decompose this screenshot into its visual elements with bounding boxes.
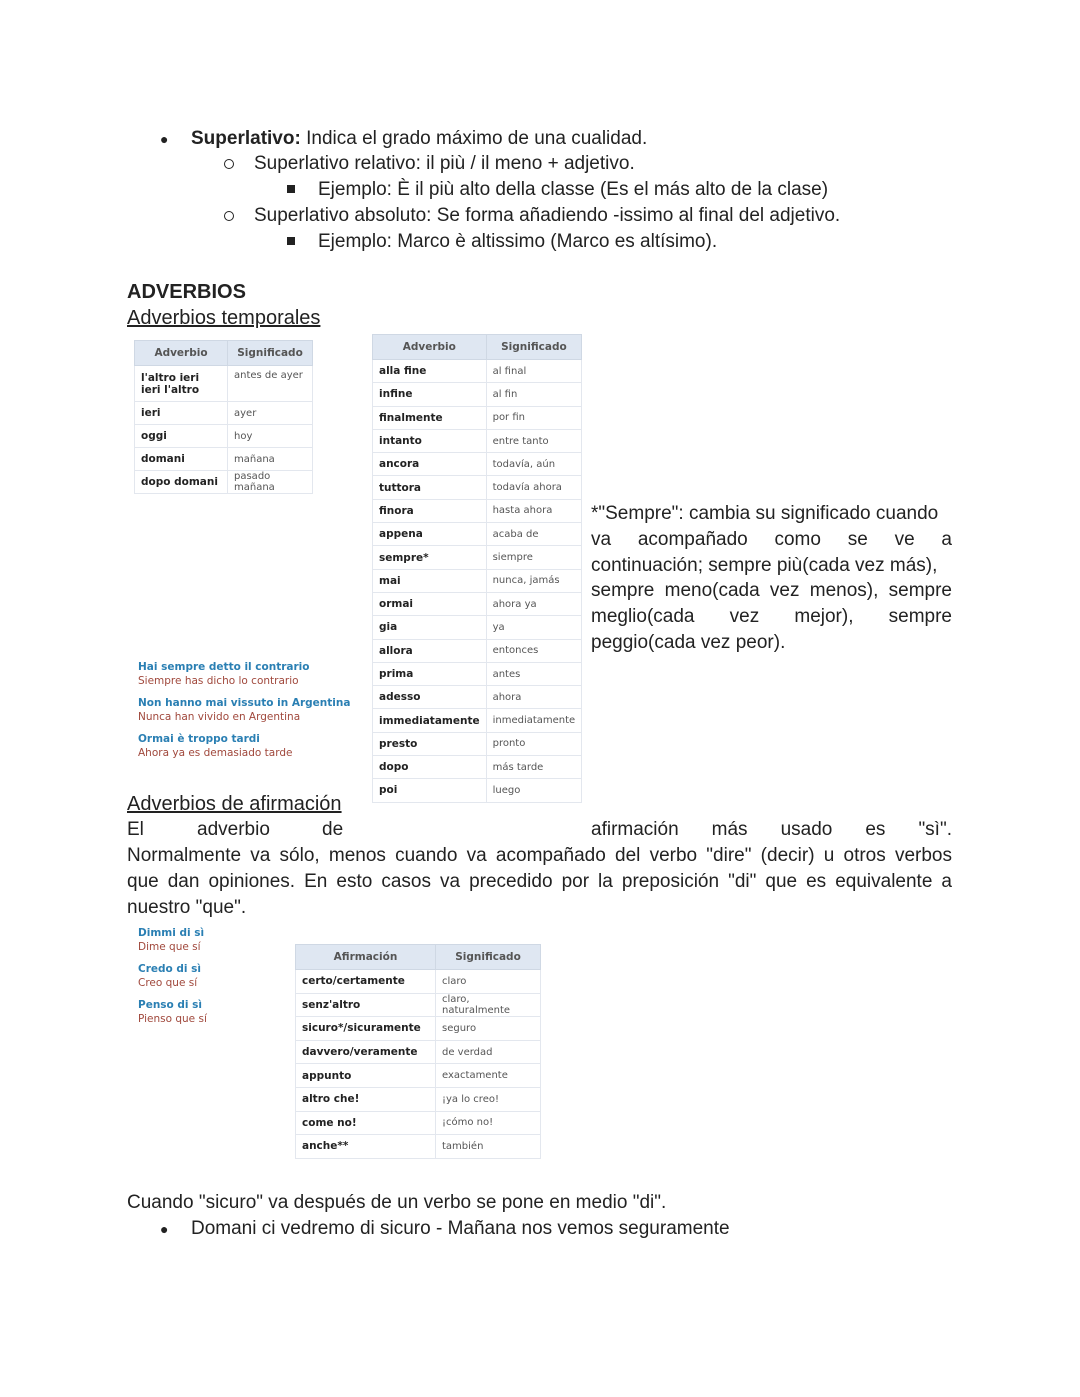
term-cell: ancora: [373, 453, 487, 476]
table-row: [296, 1111, 541, 1135]
table-header: Adverbio: [135, 341, 228, 366]
para-line: que dan opiniones. En esto casos va precedido por la preposición "di" que es equivalente a: [127, 871, 952, 892]
example-temporal: [138, 732, 292, 760]
term-cell: altro che!: [296, 1087, 436, 1111]
table-row: [373, 499, 582, 522]
significado-cell: inmediatamente: [486, 709, 582, 732]
example-spanish: Dime que sí: [138, 941, 201, 953]
significado-cell: al fin: [486, 383, 582, 406]
significado-cell: mañana: [228, 448, 313, 471]
term-cell: davvero/veramente: [296, 1040, 436, 1064]
sempre-note: [591, 501, 952, 656]
significado-cell: pasado mañana: [228, 471, 313, 494]
significado-cell: siempre: [486, 546, 582, 569]
table-row: [373, 429, 582, 452]
adverbio-cell: oggi: [135, 425, 228, 448]
term-cell: mai: [373, 569, 487, 592]
term-cell: appena: [373, 523, 487, 546]
example-afirmacion: [138, 926, 204, 954]
para-line-1: [127, 817, 952, 843]
term-cell: finalmente: [373, 406, 487, 429]
significado-cell: más tarde: [486, 756, 582, 779]
example-italian: Credo di sì: [138, 963, 202, 975]
term-cell: anche**: [296, 1135, 436, 1159]
table-row: [296, 1040, 541, 1064]
significado-cell: pronto: [486, 732, 582, 755]
table-row: [296, 1135, 541, 1159]
table-row: [135, 402, 313, 425]
significado-cell: todavía, aún: [486, 453, 582, 476]
para-word-de: de: [322, 819, 344, 840]
term-cell: gia: [373, 616, 487, 639]
afirmacion-paragraph: [127, 817, 952, 921]
significado-cell: entonces: [486, 639, 582, 662]
para-line: nuestro "que".: [127, 897, 247, 918]
table-row: [373, 453, 582, 476]
note-line: va acompañado como se ve a: [591, 528, 952, 550]
note-line: *"Sempre": cambia su significado cuando: [591, 503, 939, 524]
superlativo-label: Superlativo:: [191, 128, 301, 149]
significado-cell: al final: [486, 360, 582, 383]
hollow-bullet: [224, 211, 234, 221]
example-spanish: Nunca han vivido en Argentina: [138, 711, 301, 723]
term-cell: adesso: [373, 686, 487, 709]
significado-cell: de verdad: [436, 1040, 541, 1064]
example-italian: Non hanno mai vissuto in Argentina: [138, 697, 351, 709]
table-row: [135, 448, 313, 471]
term-cell: tuttora: [373, 476, 487, 499]
table-row: [373, 546, 582, 569]
ejemplo-relativo: Ejemplo: È il più alto della classe (Es el más alto de la clase): [318, 179, 829, 200]
superlativo-absoluto: Superlativo absoluto: Se forma añadiendo -issimo al final del adjetivo.: [254, 205, 841, 226]
term-cell: allora: [373, 639, 487, 662]
term-cell: poi: [373, 779, 487, 802]
table-row: [373, 639, 582, 662]
term-cell: finora: [373, 499, 487, 522]
table-row: [373, 616, 582, 639]
table-row: [373, 476, 582, 499]
sicuro-example: Domani ci vedremo di sicuro - Mañana nos vemos seguramente: [191, 1218, 730, 1239]
bullet-dot: ●: [160, 131, 169, 147]
significado-cell: ahora ya: [486, 592, 582, 615]
adverbio-cell: dopo domani: [135, 471, 228, 494]
table-row: [296, 1087, 541, 1111]
table-row: [373, 406, 582, 429]
term-cell: sicuro*/sicuramente: [296, 1017, 436, 1041]
table-row: [135, 425, 313, 448]
square-bullet: [287, 237, 295, 245]
square-bullet: [287, 185, 295, 193]
example-spanish: Creo que sí: [138, 977, 198, 989]
para-line: Normalmente va sólo, menos cuando va acompañado del verbo "dire" (decir) u otros verbos: [127, 845, 952, 866]
significado-cell: luego: [486, 779, 582, 802]
ejemplo-absoluto: Ejemplo: Marco è altissimo (Marco es altísimo).: [318, 231, 718, 252]
superlativo-relativo: Superlativo relativo: il più / il meno + adjetivo.: [254, 153, 635, 174]
significado-cell: hasta ahora: [486, 499, 582, 522]
term-cell: dopo: [373, 756, 487, 779]
table-row: [296, 1017, 541, 1041]
term-cell: certo/certamente: [296, 970, 436, 994]
table-row: [135, 366, 313, 402]
example-spanish: Siempre has dicho lo contrario: [138, 675, 299, 687]
hollow-bullet: [224, 159, 234, 169]
table-row: [373, 360, 582, 383]
example-spanish: Pienso que sí: [138, 1013, 207, 1025]
table-header: Significado: [436, 945, 541, 970]
term-cell: come no!: [296, 1111, 436, 1135]
significado-cell: nunca, jamás: [486, 569, 582, 592]
significado-cell: ya: [486, 616, 582, 639]
significado-cell: claro, naturalmente: [436, 993, 541, 1017]
significado-cell: todavía ahora: [486, 476, 582, 499]
table-row: [296, 993, 541, 1017]
table-row: [373, 592, 582, 615]
table-row: [135, 471, 313, 494]
example-italian: Ormai è troppo tardi: [138, 733, 260, 745]
example-italian: Penso di sì: [138, 999, 203, 1011]
term-cell: prima: [373, 662, 487, 685]
significado-cell: antes: [486, 662, 582, 685]
example-afirmacion: [138, 962, 201, 990]
significado-cell: ¡cómo no!: [436, 1111, 541, 1135]
term-cell: ormai: [373, 592, 487, 615]
para-line-1-rest: afirmación más usado es "sì".: [591, 819, 952, 840]
significado-cell: antes de ayer: [228, 366, 313, 402]
note-line: meglio(cada vez mejor), sempre: [591, 606, 952, 628]
term-cell: appunto: [296, 1064, 436, 1088]
significado-cell: claro: [436, 970, 541, 994]
table-row: [373, 569, 582, 592]
table-header: Significado: [486, 335, 582, 360]
significado-cell: ¡ya lo creo!: [436, 1087, 541, 1111]
significado-cell: seguro: [436, 1017, 541, 1041]
table-row: [373, 383, 582, 406]
significado-cell: acaba de: [486, 523, 582, 546]
note-line: sempre meno(cada vez menos), sempre: [591, 580, 952, 602]
table-row: [373, 686, 582, 709]
table-row: [373, 662, 582, 685]
note-line: continuación; sempre più(cada vez más),: [591, 554, 938, 576]
term-cell: infine: [373, 383, 487, 406]
significado-cell: ahora: [486, 686, 582, 709]
term-cell: presto: [373, 732, 487, 755]
table-temporales-2: [372, 334, 582, 803]
term-cell: sempre*: [373, 546, 487, 569]
para-word-adverbio: adverbio: [197, 819, 270, 840]
superlativo-line: [191, 126, 647, 152]
adverbio-cell: domani: [135, 448, 228, 471]
significado-cell: por fin: [486, 406, 582, 429]
sicuro-note: Cuando "sicuro" va después de un verbo se pone en medio "di".: [127, 1192, 667, 1213]
significado-cell: también: [436, 1135, 541, 1159]
example-afirmacion: [138, 998, 207, 1026]
term-cell: intanto: [373, 429, 487, 452]
significado-cell: entre tanto: [486, 429, 582, 452]
adverbio-cell: ieri: [135, 402, 228, 425]
table-row: [373, 732, 582, 755]
example-temporal: [138, 660, 310, 688]
example-italian: Hai sempre detto il contrario: [138, 661, 310, 673]
table-row: [296, 1064, 541, 1088]
term-cell: alla fine: [373, 360, 487, 383]
table-header: Significado: [228, 341, 313, 366]
table-row: [296, 970, 541, 994]
section-title: ADVERBIOS: [127, 281, 246, 303]
para-word-el: El: [127, 819, 144, 840]
example-spanish: Ahora ya es demasiado tarde: [138, 747, 293, 759]
example-italian: Dimmi di sì: [138, 927, 205, 939]
significado-cell: ayer: [228, 402, 313, 425]
subtitle-afirmacion: Adverbios de afirmación: [127, 793, 342, 815]
example-temporal: [138, 696, 350, 724]
adverbio-cell-line2: ieri l'altro: [141, 383, 200, 396]
table-row: [373, 779, 582, 802]
term-cell: senz'altro: [296, 993, 436, 1017]
table-row: [373, 756, 582, 779]
table-row: [373, 523, 582, 546]
table-header: Afirmación: [296, 945, 436, 970]
note-line: peggio(cada vez peor).: [591, 631, 786, 653]
term-cell: immediatamente: [373, 709, 487, 732]
table-header: Adverbio: [373, 335, 487, 360]
table-afirmacion: [295, 944, 541, 1159]
significado-cell: exactamente: [436, 1064, 541, 1088]
superlativo-desc: Indica el grado máximo de una cualidad.: [306, 128, 648, 149]
table-row: [373, 709, 582, 732]
significado-cell: hoy: [228, 425, 313, 448]
table-temporales-1: [134, 340, 313, 494]
subtitle-temporales: Adverbios temporales: [127, 307, 321, 329]
adverbio-cell: l'altro ieri: [141, 371, 200, 384]
bullet-dot: ●: [160, 1221, 169, 1237]
